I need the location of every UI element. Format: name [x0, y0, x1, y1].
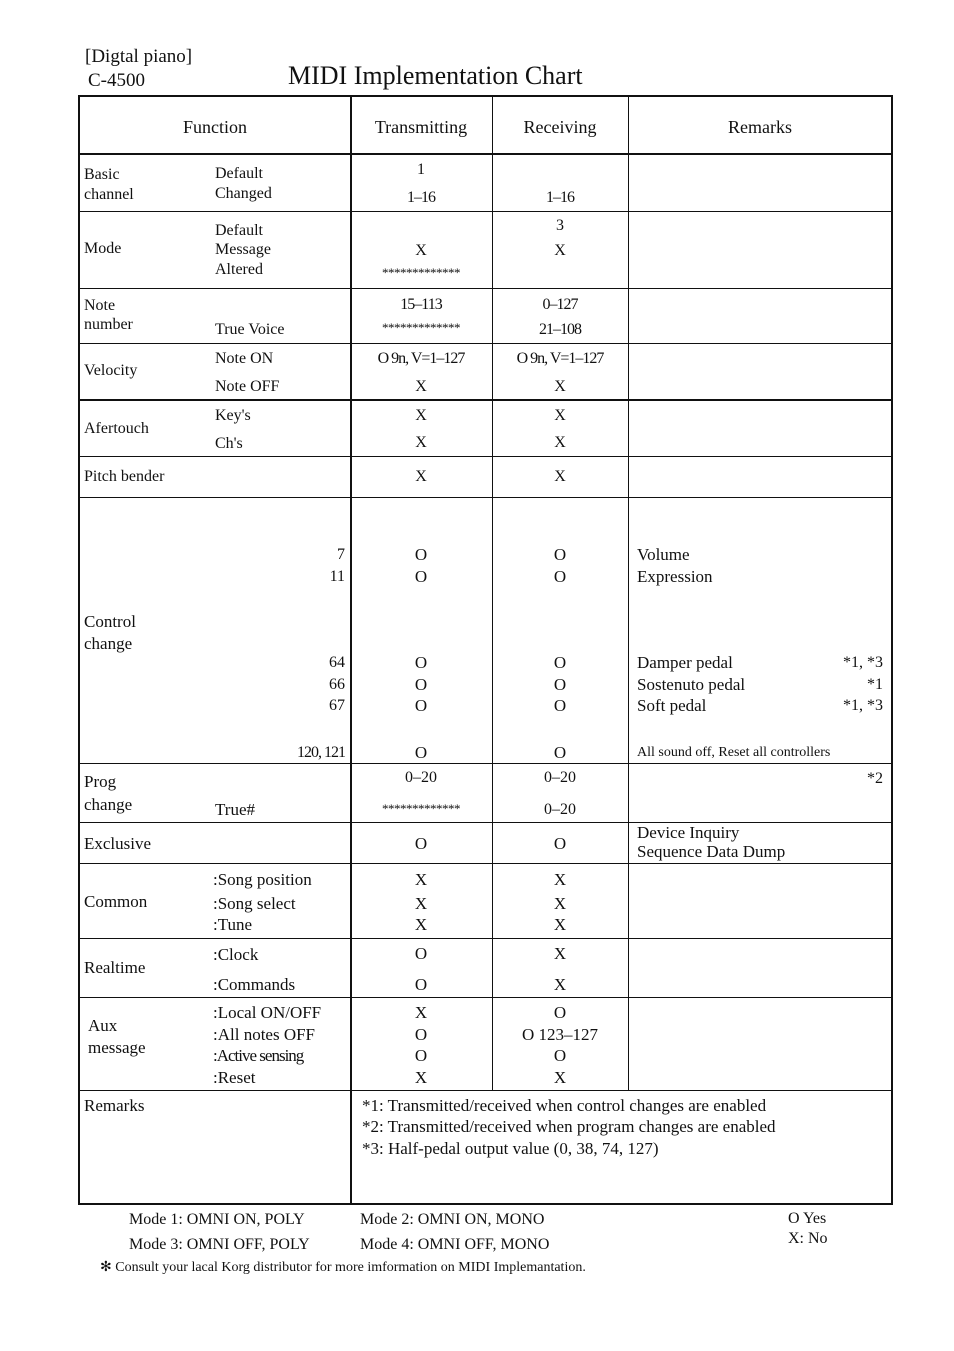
remarks-label: Remarks	[84, 1096, 145, 1115]
exclusive-remark: Sequence Data Dump	[637, 842, 786, 861]
common-rx: X	[553, 915, 567, 934]
common-song-position-label: :Song position	[213, 870, 312, 889]
note-rx-true: 21–108	[539, 321, 581, 338]
basic-channel-label: channel	[84, 186, 134, 203]
cc-number: 64	[329, 654, 345, 671]
exclusive-tx: O	[414, 834, 428, 853]
aux-rx: O	[553, 1003, 567, 1022]
realtime-tx: O	[414, 944, 428, 963]
aux-tx: O	[414, 1046, 428, 1065]
cc-remark: Soft pedal	[637, 696, 707, 715]
aux-label: message	[88, 1038, 146, 1057]
model-name: C-4500	[88, 70, 145, 91]
prog-change-label: change	[84, 795, 133, 814]
pitch-bender-tx: X	[415, 468, 427, 485]
row-divider	[79, 863, 892, 864]
mode-rx-message: X	[554, 242, 566, 259]
basic-channel-tx-default: 1	[417, 161, 425, 178]
col-header-remarks: Remarks	[728, 117, 792, 137]
cc-number: 66	[329, 676, 345, 693]
prog-change-label: Prog	[84, 772, 117, 791]
aftertouch-tx-keys: X	[415, 407, 427, 424]
cc-rx: O	[553, 696, 567, 715]
exclusive-rx: O	[553, 834, 567, 853]
note-tx-true: *************	[382, 320, 460, 335]
row-divider	[79, 399, 892, 401]
cc-remark: All sound off, Reset all controllers	[637, 745, 831, 760]
footer-mode-2: Mode 2: OMNI ON, MONO	[360, 1211, 545, 1228]
cc-remark: Sostenuto pedal	[637, 675, 746, 694]
mode-message-label: Message	[215, 241, 271, 258]
cc-remark-note: *1, *3	[843, 697, 883, 714]
basic-channel-changed-label: Changed	[215, 185, 272, 202]
remarks-line: *2: Transmitted/received when program changes are enabled	[362, 1117, 776, 1136]
col-divider-receiving	[628, 96, 629, 1091]
cc-remark: Damper pedal	[637, 653, 733, 672]
aux-label: Aux	[88, 1016, 118, 1035]
cc-remark-note: *1, *3	[843, 654, 883, 671]
aftertouch-chs-label: Ch's	[215, 435, 243, 452]
aftertouch-rx-keys: X	[554, 407, 566, 424]
cc-number: 7	[337, 546, 345, 563]
mode-altered-label: Altered	[215, 261, 263, 278]
realtime-clock-label: :Clock	[213, 945, 259, 964]
prog-remark-note: *2	[867, 770, 883, 787]
aux-rx: O 123–127	[521, 1025, 599, 1044]
mode-tx-altered: *************	[382, 265, 460, 280]
cc-tx: O	[414, 675, 428, 694]
remarks-line: *3: Half-pedal output value (0, 38, 74, 127)	[362, 1139, 659, 1158]
note-true-voice-label: True Voice	[215, 321, 285, 338]
cc-remark: Volume	[637, 545, 690, 564]
realtime-rx: X	[553, 944, 567, 963]
velocity-rx-off: X	[554, 378, 566, 395]
row-divider	[79, 497, 892, 498]
control-change-label: change	[84, 634, 133, 653]
aux-all-notes-label: :All notes OFF	[213, 1025, 316, 1044]
aux-tx: X	[414, 1068, 428, 1087]
cc-tx: O	[414, 567, 428, 586]
row-divider	[79, 938, 892, 939]
cc-rx: O	[553, 743, 567, 762]
note-number-label: Note	[84, 297, 116, 314]
prog-rx-true: 0–20	[544, 801, 576, 818]
cc-tx: O	[414, 545, 428, 564]
col-header-function: Function	[182, 117, 248, 137]
common-tune-label: :Tune	[213, 915, 253, 934]
aftertouch-tx-chs: X	[415, 434, 427, 451]
cc-tx: O	[414, 743, 428, 762]
col-header-transmitting: Transmitting	[374, 117, 468, 137]
common-song-select-label: :Song select	[213, 894, 296, 913]
prog-tx-true: *************	[382, 801, 460, 816]
col-header-receiving: Receiving	[523, 117, 597, 137]
aux-reset-label: :Reset	[213, 1068, 256, 1087]
mode-tx-message: X	[415, 242, 427, 259]
cc-tx: O	[414, 696, 428, 715]
row-divider	[79, 343, 892, 344]
footer-mode-3: Mode 3: OMNI OFF, POLY	[129, 1236, 310, 1253]
cc-number: 67	[329, 697, 345, 714]
cc-remark-note: *1	[867, 676, 883, 693]
cc-tx: O	[414, 653, 428, 672]
row-divider	[79, 456, 892, 457]
row-divider	[79, 822, 892, 823]
control-change-label: Control	[84, 612, 136, 631]
cc-number: 120, 121	[297, 744, 345, 761]
aux-rx: X	[553, 1068, 567, 1087]
cc-rx: O	[553, 545, 567, 564]
footer-legend-yes: O Yes	[788, 1210, 827, 1227]
remarks-line: *1: Transmitted/received when control changes are enabled	[362, 1096, 767, 1115]
basic-channel-label: Basic	[84, 166, 120, 183]
exclusive-remark: Device Inquiry	[637, 823, 740, 842]
footer-mode-4: Mode 4: OMNI OFF, MONO	[360, 1236, 550, 1253]
page-title: MIDI Implementation Chart	[288, 61, 583, 90]
mode-default-label: Default	[215, 222, 263, 239]
cc-rx: O	[553, 653, 567, 672]
chart-table	[78, 95, 893, 1205]
col-divider-transmitting	[492, 96, 493, 1091]
basic-channel-rx-changed: 1–16	[546, 189, 574, 206]
aux-rx: O	[553, 1046, 567, 1065]
aux-local-label: :Local ON/OFF	[213, 1003, 322, 1022]
note-tx-range: 15–113	[400, 296, 442, 313]
note-number-label: number	[84, 316, 133, 333]
realtime-commands-label: :Commands	[213, 975, 296, 994]
cc-rx: O	[553, 567, 567, 586]
common-label: Common	[84, 892, 148, 911]
common-tx: X	[414, 870, 428, 889]
basic-channel-tx-changed: 1–16	[407, 189, 435, 206]
aftertouch-keys-label: Key's	[215, 407, 251, 424]
velocity-note-on-label: Note ON	[215, 350, 274, 367]
cc-number: 11	[329, 568, 345, 585]
aftertouch-label: Afertouch	[84, 420, 149, 437]
col-divider-function	[350, 96, 352, 1204]
pitch-bender-rx: X	[554, 468, 566, 485]
common-rx: X	[553, 870, 567, 889]
row-divider	[79, 1090, 892, 1091]
exclusive-label: Exclusive	[84, 834, 152, 853]
footer-legend-no: X: No	[788, 1230, 828, 1247]
velocity-note-off-label: Note OFF	[215, 378, 280, 395]
cc-rx: O	[553, 675, 567, 694]
velocity-tx-on: O 9n, V=1–127	[377, 350, 465, 367]
prog-tx-range: 0–20	[405, 769, 437, 786]
mode-label: Mode	[84, 240, 122, 257]
row-divider	[79, 997, 892, 998]
aftertouch-rx-chs: X	[554, 434, 566, 451]
common-rx: X	[553, 894, 567, 913]
common-tx: X	[414, 915, 428, 934]
row-divider	[79, 288, 892, 289]
prog-true-label: True#	[215, 800, 255, 819]
realtime-tx: O	[414, 975, 428, 994]
footer-consult-note: ✻ Consult your lacal Korg distributor for more imformation on MIDI Implemantation.	[100, 1260, 586, 1275]
note-rx-range: 0–127	[542, 296, 578, 313]
aux-active-sensing-label: :Active sensing	[213, 1046, 304, 1065]
basic-channel-default-label: Default	[215, 165, 263, 182]
mode-rx-default: 3	[556, 217, 564, 234]
cc-remark: Expression	[637, 567, 713, 586]
velocity-tx-off: X	[415, 378, 427, 395]
prog-rx-range: 0–20	[544, 769, 576, 786]
velocity-rx-on: O 9n, V=1–127	[516, 350, 604, 367]
row-divider	[79, 211, 892, 212]
realtime-rx: X	[553, 975, 567, 994]
device-type: [Digtal piano]	[85, 46, 193, 67]
aux-tx: O	[414, 1025, 428, 1044]
row-divider	[79, 763, 892, 764]
footer-mode-1: Mode 1: OMNI ON, POLY	[129, 1211, 305, 1228]
common-tx: X	[414, 894, 428, 913]
realtime-label: Realtime	[84, 958, 146, 977]
aux-tx: X	[414, 1003, 428, 1022]
row-divider	[79, 153, 892, 155]
pitch-bender-label: Pitch bender	[84, 468, 165, 485]
velocity-label: Velocity	[84, 362, 138, 379]
